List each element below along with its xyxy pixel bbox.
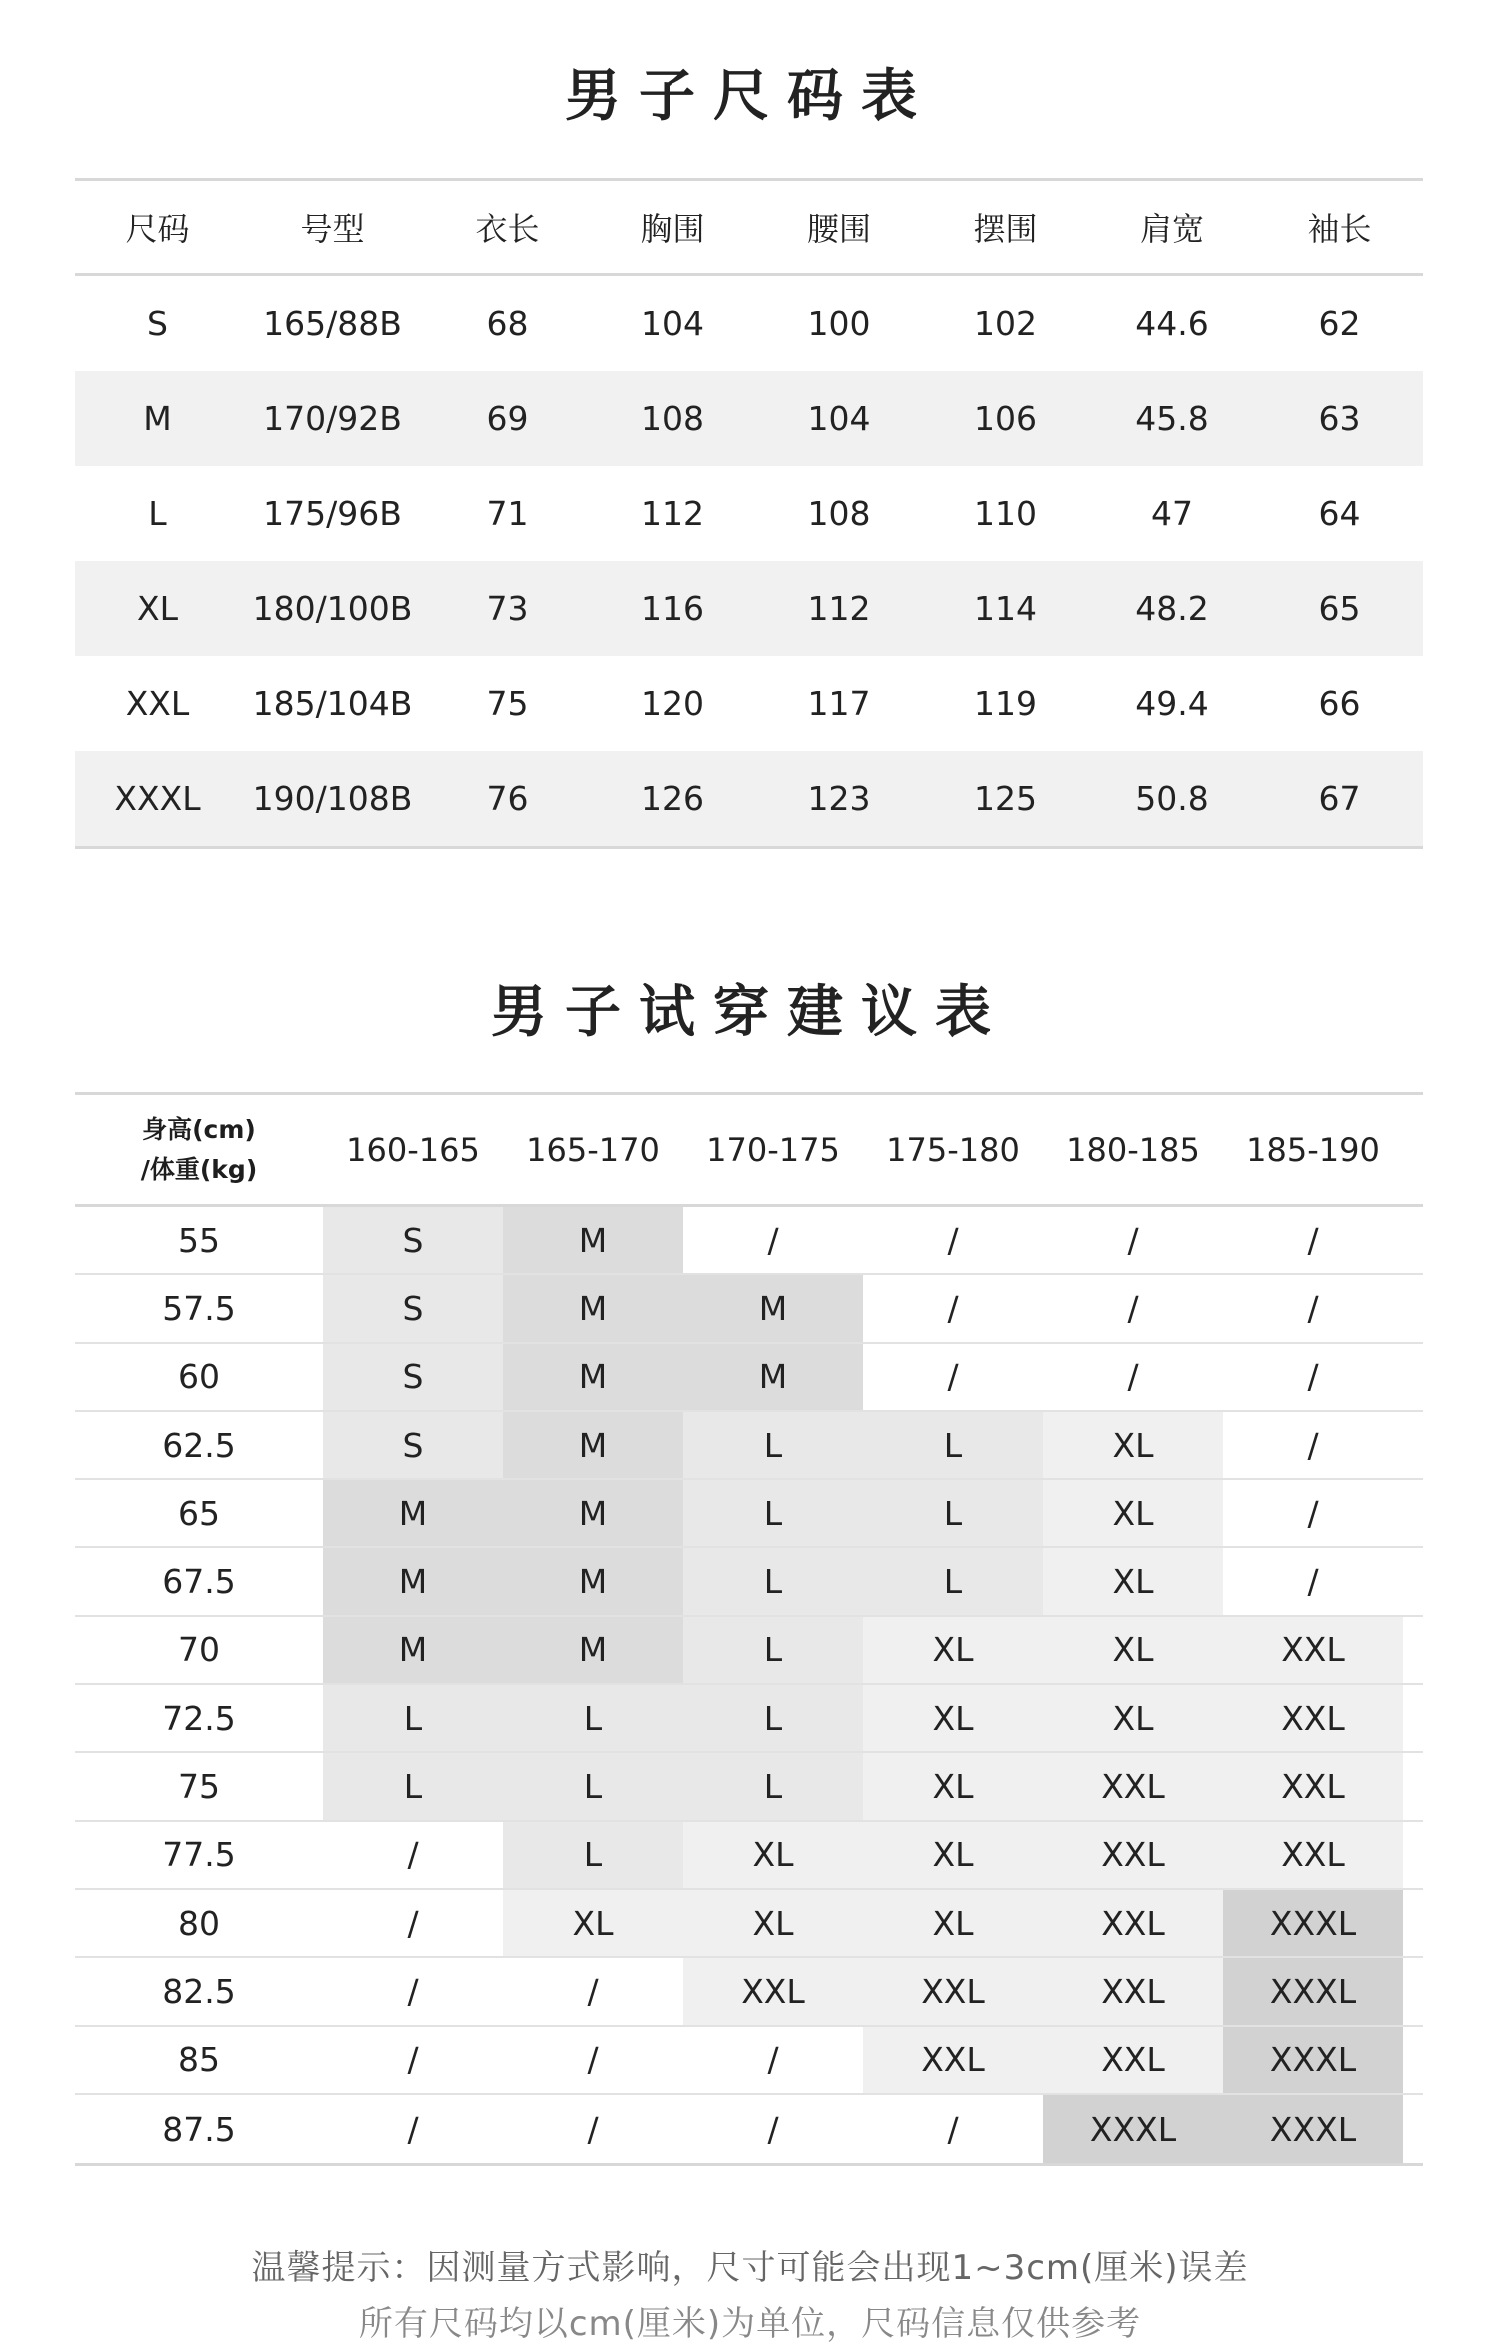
- recommended-size-cell: XXL: [863, 2027, 1043, 2093]
- recommended-size-cell: XXL: [683, 1958, 863, 2024]
- recommended-size-cell: XXL: [1223, 1753, 1403, 1819]
- recommended-size-cell: XXL: [1043, 1753, 1223, 1819]
- recommended-size-cell: XL: [863, 1890, 1043, 1956]
- size-chart-cell: 69: [486, 399, 529, 438]
- recommended-size-cell: M: [323, 1480, 503, 1546]
- size-chart-cell: 190/108B: [252, 779, 413, 818]
- size-chart-title: 男子尺码表: [565, 64, 935, 129]
- weight-cell: 70: [178, 1630, 220, 1670]
- size-chart-cell: 180/100B: [252, 589, 413, 628]
- recommended-size-cell: XXL: [1043, 2027, 1223, 2093]
- recommended-size-cell: /: [407, 2040, 419, 2080]
- fit-chart-body: [75, 1207, 1423, 2163]
- size-chart-cell: 106: [974, 399, 1037, 438]
- recommended-size-cell: L: [863, 1412, 1043, 1478]
- recommended-size-cell: M: [503, 1344, 683, 1410]
- size-chart-cell: 165/88B: [263, 304, 402, 343]
- size-chart-cell: 63: [1318, 399, 1361, 438]
- recommended-size-cell: L: [863, 1548, 1043, 1614]
- size-chart-header-cell: 袖长: [1307, 210, 1372, 248]
- size-chart-header-cell: 衣长: [475, 210, 540, 248]
- recommended-size-cell: /: [587, 1971, 599, 2011]
- fit-chart-row: [75, 1617, 1423, 1685]
- size-chart-row: [75, 751, 1423, 846]
- size-chart-cell: 117: [807, 684, 871, 723]
- size-chart-cell: 44.6: [1135, 304, 1209, 343]
- recommended-size-cell: /: [1307, 1288, 1319, 1328]
- size-chart-cell: 76: [486, 779, 529, 818]
- size-chart-cell: 50.8: [1135, 779, 1209, 818]
- size-chart-cell: 71: [486, 494, 529, 533]
- recommended-size-cell: S: [323, 1207, 503, 1273]
- fit-chart-row: [75, 1275, 1423, 1343]
- size-chart-cell: 48.2: [1135, 589, 1209, 628]
- size-chart-table: [75, 178, 1423, 849]
- recommended-size-cell: L: [683, 1617, 863, 1683]
- recommended-size-cell: /: [767, 2109, 779, 2149]
- weight-cell: 87.5: [162, 2109, 236, 2149]
- size-chart-cell: XL: [137, 589, 178, 628]
- recommended-size-cell: /: [407, 1835, 419, 1875]
- height-range-header: 185-190: [1246, 1130, 1380, 1169]
- size-chart-cell: 126: [641, 779, 704, 818]
- recommended-size-cell: M: [323, 1548, 503, 1614]
- size-chart-header-cell: 肩宽: [1139, 210, 1204, 248]
- height-label: 身高(cm): [142, 1114, 256, 1144]
- fit-chart-row: [75, 1344, 1423, 1412]
- recommended-size-cell: /: [767, 1220, 779, 1260]
- recommended-size-cell: S: [323, 1275, 503, 1341]
- size-chart-header-cell: 摆围: [973, 210, 1038, 248]
- height-range-header: 170-175: [706, 1130, 840, 1169]
- recommended-size-cell: /: [1127, 1357, 1139, 1397]
- recommended-size-cell: /: [1127, 1288, 1139, 1328]
- recommended-size-cell: L: [323, 1753, 503, 1819]
- weight-cell: 85: [178, 2040, 220, 2080]
- recommended-size-cell: XXL: [1043, 1958, 1223, 2024]
- size-chart-row: [75, 656, 1423, 751]
- weight-cell: 67.5: [162, 1562, 236, 1602]
- recommended-size-cell: S: [323, 1344, 503, 1410]
- size-chart-cell: 119: [974, 684, 1037, 723]
- fit-chart-row: [75, 1822, 1423, 1890]
- recommended-size-cell: M: [503, 1480, 683, 1546]
- recommended-size-cell: L: [323, 1685, 503, 1751]
- fit-chart-row: [75, 1958, 1423, 2026]
- size-chart-cell: 125: [974, 779, 1037, 818]
- fit-chart-corner-label: [75, 1110, 323, 1190]
- recommended-size-cell: M: [503, 1617, 683, 1683]
- recommended-size-cell: XXXL: [1223, 1890, 1403, 1956]
- recommended-size-cell: M: [683, 1275, 863, 1341]
- recommended-size-cell: XXL: [1223, 1617, 1403, 1683]
- size-chart-cell: 123: [807, 779, 871, 818]
- recommended-size-cell: /: [587, 2109, 599, 2149]
- size-chart-cell: 110: [974, 494, 1037, 533]
- weight-cell: 82.5: [162, 1971, 236, 2011]
- weight-cell: 62.5: [162, 1425, 236, 1465]
- recommended-size-cell: /: [407, 1903, 419, 1943]
- size-chart-cell: 102: [974, 304, 1037, 343]
- size-chart-row: [75, 276, 1423, 371]
- size-chart-cell: 108: [807, 494, 871, 533]
- recommended-size-cell: /: [1307, 1425, 1319, 1465]
- size-chart-header-cell: 号型: [300, 210, 365, 248]
- recommended-size-cell: /: [1307, 1493, 1319, 1533]
- recommended-size-cell: /: [947, 1220, 959, 1260]
- fit-chart-table: [75, 1092, 1423, 2166]
- fit-chart-header-row: [75, 1095, 1423, 1207]
- weight-cell: 57.5: [162, 1288, 236, 1328]
- size-chart-cell: 73: [486, 589, 529, 628]
- size-chart-cell: 112: [641, 494, 704, 533]
- recommended-size-cell: L: [683, 1685, 863, 1751]
- recommended-size-cell: XL: [863, 1753, 1043, 1819]
- size-chart-cell: XXL: [125, 684, 190, 723]
- size-chart-cell: 175/96B: [263, 494, 402, 533]
- recommended-size-cell: XL: [683, 1822, 863, 1888]
- recommended-size-cell: /: [1307, 1562, 1319, 1602]
- weight-cell: 60: [178, 1357, 220, 1397]
- size-chart-cell: 49.4: [1135, 684, 1209, 723]
- recommended-size-cell: XL: [863, 1822, 1043, 1888]
- fit-chart-row: [75, 2095, 1423, 2163]
- fit-chart-title: 男子试穿建议表: [491, 980, 1009, 1045]
- size-chart-header-cell: 胸围: [640, 210, 705, 248]
- recommended-size-cell: XXL: [863, 1958, 1043, 2024]
- weight-cell: 80: [178, 1903, 220, 1943]
- fit-chart-row: [75, 1753, 1423, 1821]
- size-chart-cell: 116: [641, 589, 704, 628]
- recommended-size-cell: L: [503, 1685, 683, 1751]
- recommended-size-cell: /: [587, 2040, 599, 2080]
- recommended-size-cell: M: [683, 1344, 863, 1410]
- size-chart-cell: 185/104B: [252, 684, 413, 723]
- size-chart-body: [75, 276, 1423, 846]
- size-chart-cell: 65: [1318, 589, 1361, 628]
- size-chart-cell: 68: [486, 304, 529, 343]
- recommended-size-cell: L: [683, 1753, 863, 1819]
- recommended-size-cell: /: [767, 2040, 779, 2080]
- recommended-size-cell: XL: [1043, 1685, 1223, 1751]
- recommended-size-cell: XL: [863, 1617, 1043, 1683]
- size-chart-cell: 64: [1318, 494, 1361, 533]
- recommended-size-cell: XL: [683, 1890, 863, 1956]
- recommended-size-cell: L: [503, 1822, 683, 1888]
- size-chart-cell: 170/92B: [263, 399, 402, 438]
- recommended-size-cell: XXXL: [1223, 2027, 1403, 2093]
- fit-chart-row: [75, 1890, 1423, 1958]
- recommended-size-cell: XL: [1043, 1617, 1223, 1683]
- recommended-size-cell: XXXL: [1043, 2095, 1223, 2163]
- recommended-size-cell: L: [503, 1753, 683, 1819]
- size-chart-cell: 104: [641, 304, 704, 343]
- weight-cell: 72.5: [162, 1698, 236, 1738]
- recommended-size-cell: /: [947, 1357, 959, 1397]
- recommended-size-cell: XXXL: [1223, 2095, 1403, 2163]
- recommended-size-cell: XL: [1043, 1480, 1223, 1546]
- recommended-size-cell: XL: [1043, 1412, 1223, 1478]
- size-chart-cell: 120: [641, 684, 704, 723]
- recommended-size-cell: L: [683, 1548, 863, 1614]
- size-chart-cell: 67: [1318, 779, 1361, 818]
- height-range-header: 165-170: [526, 1130, 660, 1169]
- recommended-size-cell: XL: [1043, 1548, 1223, 1614]
- size-chart-cell: L: [148, 494, 167, 533]
- recommended-size-cell: XL: [503, 1890, 683, 1956]
- size-chart-row: [75, 466, 1423, 561]
- recommended-size-cell: L: [863, 1480, 1043, 1546]
- size-chart-cell: 75: [486, 684, 529, 723]
- recommended-size-cell: XXL: [1043, 1822, 1223, 1888]
- recommended-size-cell: /: [947, 1288, 959, 1328]
- size-chart-header-cell: 尺码: [125, 210, 190, 248]
- height-range-header: 160-165: [346, 1130, 480, 1169]
- height-range-header: 180-185: [1066, 1130, 1200, 1169]
- size-chart-cell: 47: [1151, 494, 1193, 533]
- recommended-size-cell: XXL: [1043, 1890, 1223, 1956]
- weight-label: /体重(kg): [140, 1154, 258, 1184]
- weight-cell: 77.5: [162, 1835, 236, 1875]
- fit-chart-row: [75, 1685, 1423, 1753]
- recommended-size-cell: M: [503, 1275, 683, 1341]
- recommended-size-cell: L: [683, 1412, 863, 1478]
- size-chart-row: [75, 561, 1423, 656]
- recommended-size-cell: /: [1127, 1220, 1139, 1260]
- recommended-size-cell: M: [503, 1412, 683, 1478]
- size-chart-cell: 66: [1318, 684, 1361, 723]
- recommended-size-cell: S: [323, 1412, 503, 1478]
- recommended-size-cell: XL: [863, 1685, 1043, 1751]
- fit-chart-row: [75, 1207, 1423, 1275]
- size-chart-cell: 45.8: [1135, 399, 1209, 438]
- recommended-size-cell: L: [683, 1480, 863, 1546]
- recommended-size-cell: M: [323, 1617, 503, 1683]
- size-chart-cell: 114: [974, 589, 1037, 628]
- fit-chart-row: [75, 1412, 1423, 1480]
- fit-chart-row: [75, 2027, 1423, 2095]
- size-chart-header-row: [75, 181, 1423, 276]
- recommended-size-cell: M: [503, 1548, 683, 1614]
- size-chart-cell: XXXL: [114, 779, 201, 818]
- weight-cell: 55: [178, 1220, 220, 1260]
- recommended-size-cell: XXL: [1223, 1822, 1403, 1888]
- size-chart-cell: 104: [807, 399, 871, 438]
- size-chart-cell: 108: [641, 399, 704, 438]
- size-chart-cell: 62: [1318, 304, 1361, 343]
- weight-cell: 65: [178, 1493, 220, 1533]
- size-chart-cell: M: [143, 399, 172, 438]
- tip-note: 温馨提示：因测量方式影响，尺寸可能会出现1~3cm(厘米)误差: [251, 2248, 1249, 2288]
- size-chart-cell: S: [147, 304, 168, 343]
- fit-chart-row: [75, 1548, 1423, 1616]
- size-chart-header-cell: 腰围: [806, 210, 871, 248]
- recommended-size-cell: /: [947, 2109, 959, 2149]
- recommended-size-cell: /: [1307, 1220, 1319, 1260]
- recommended-size-cell: /: [407, 2109, 419, 2149]
- size-chart-cell: 100: [807, 304, 871, 343]
- recommended-size-cell: /: [407, 1971, 419, 2011]
- recommended-size-cell: XXL: [1223, 1685, 1403, 1751]
- height-range-header: 175-180: [886, 1130, 1020, 1169]
- recommended-size-cell: M: [503, 1207, 683, 1273]
- size-chart-cell: 112: [807, 589, 871, 628]
- size-chart-row: [75, 371, 1423, 466]
- recommended-size-cell: /: [1307, 1357, 1319, 1397]
- tip-note-2: 所有尺码均以cm(厘米)为单位，尺码信息仅供参考: [358, 2304, 1142, 2344]
- recommended-size-cell: XXXL: [1223, 1958, 1403, 2024]
- weight-cell: 75: [178, 1767, 220, 1807]
- fit-chart-row: [75, 1480, 1423, 1548]
